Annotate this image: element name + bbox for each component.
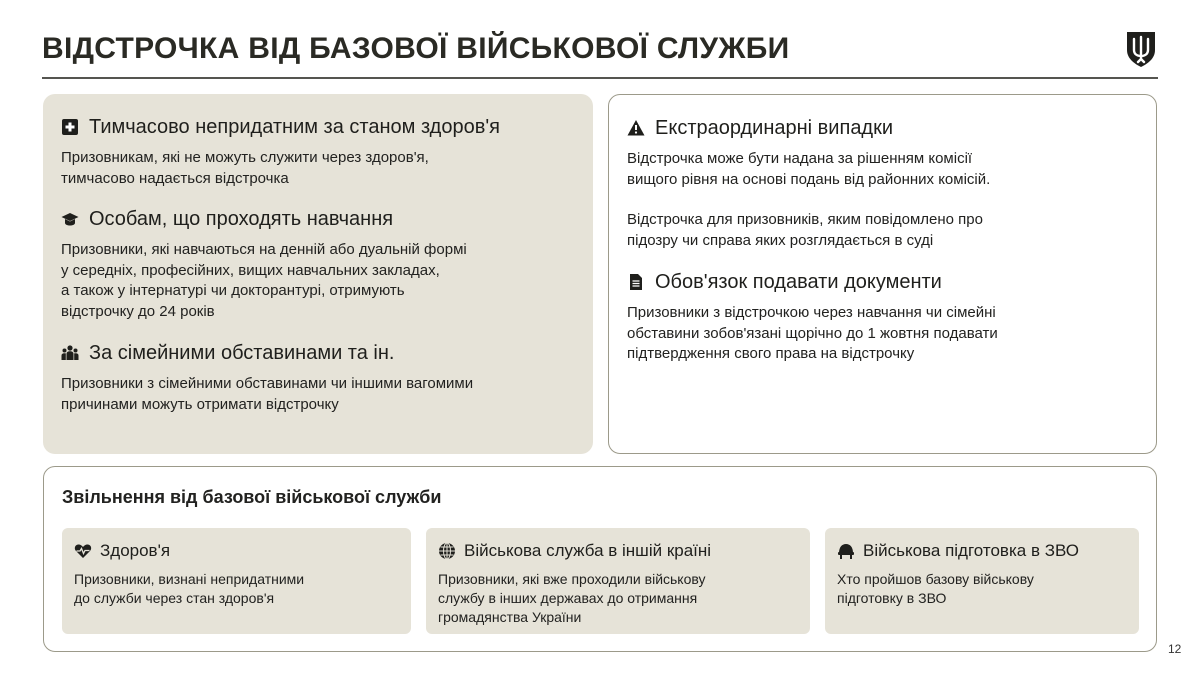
education-deferment-section <box>61 206 467 322</box>
item-text-line: Хто пройшов базову військову <box>837 571 1034 587</box>
section-heading: Екстраординарні випадки <box>655 116 894 139</box>
globe-icon <box>438 542 456 560</box>
section-heading: Обов'язок подавати документи <box>655 270 942 293</box>
section-paragraph <box>627 149 990 190</box>
section-text-line: а також у інтернатурі чи докторантурі, отримують <box>61 282 405 299</box>
section-text-line: причинами можуть отримати відстрочку <box>61 395 339 413</box>
section-text-line: обставини зобов'язані щорічно до 1 жовтня подавати <box>627 324 998 342</box>
warning-triangle-icon <box>627 119 645 137</box>
documents-obligation-section <box>627 269 998 365</box>
section-paragraph <box>627 210 990 251</box>
section-text-line: тимчасово надається відстрочка <box>61 169 289 187</box>
section-text-line: підозру чи справа яких розглядається в суді <box>627 231 934 249</box>
family-icon <box>61 344 79 362</box>
exemption-item-foreign-service <box>426 528 810 634</box>
item-heading: Здоров'я <box>100 541 171 560</box>
section-text-line: відстрочку до 24 років <box>61 302 215 320</box>
exemption-title: Звільнення від базової військової служби <box>62 487 442 507</box>
deferment-grounds-card <box>43 94 593 454</box>
item-text-line: Призовники, визнані непридатними <box>74 571 305 587</box>
item-text-line: службу в інших державах до отримання <box>438 590 698 606</box>
title-divider <box>42 77 1158 79</box>
document-icon <box>627 273 645 291</box>
extraordinary-cases-section <box>627 115 990 251</box>
section-text-line: у середніх, професійних, вищих навчальних закладах, <box>61 261 440 279</box>
section-text-line: підтвердження свого права на відстрочку <box>627 345 915 362</box>
item-heading: Військова підготовка в ЗВО <box>863 541 1079 560</box>
special-cases-card <box>608 94 1157 454</box>
family-deferment-section <box>61 340 473 415</box>
section-text-line: Відстрочка може бути надана за рішенням комісії <box>627 150 973 167</box>
item-text-line: підготовку в ЗВО <box>837 590 947 606</box>
graduation-cap-icon <box>61 210 79 228</box>
section-text-line: Призовники з сімейними обставинами чи іншими вагомими <box>61 375 474 392</box>
item-text-line: до служби через стан здоров'я <box>74 590 275 606</box>
exemption-card <box>43 466 1157 652</box>
exemption-item-health <box>62 528 411 634</box>
section-text-line: вищого рівня на основі подань від районних комісій. <box>627 170 991 188</box>
military-helmet-icon <box>837 542 855 560</box>
item-text-line: Призовники, які вже проходили військову <box>438 571 706 587</box>
item-text-line: громадянства України <box>438 609 582 625</box>
section-text-line: Призовникам, які не можуть служити через здоров'я, <box>61 149 429 166</box>
section-heading: За сімейними обставинами та ін. <box>89 341 395 364</box>
medical-cross-icon <box>61 118 79 136</box>
health-deferment-section <box>61 114 500 189</box>
section-heading: Тимчасово непридатним за станом здоров'я <box>89 115 500 138</box>
heartbeat-icon <box>74 542 92 560</box>
trident-shield-icon <box>1125 30 1157 68</box>
section-heading: Особам, що проходять навчання <box>89 207 394 230</box>
section-text-line: Відстрочка для призовників, яким повідомлено про <box>627 211 983 228</box>
page-title: ВІДСТРОЧКА ВІД БАЗОВОЇ ВІЙСЬКОВОЇ СЛУЖБИ <box>42 32 790 65</box>
item-heading: Військова служба в іншій країні <box>464 541 712 560</box>
exemption-item-university-training <box>825 528 1139 634</box>
section-text-line: Призовники, які навчаються на денній або дуальній формі <box>61 241 467 258</box>
section-text-line: Призовники з відстрочкою через навчання чи сімейні <box>627 304 996 321</box>
page-number: 12 <box>1168 642 1182 656</box>
